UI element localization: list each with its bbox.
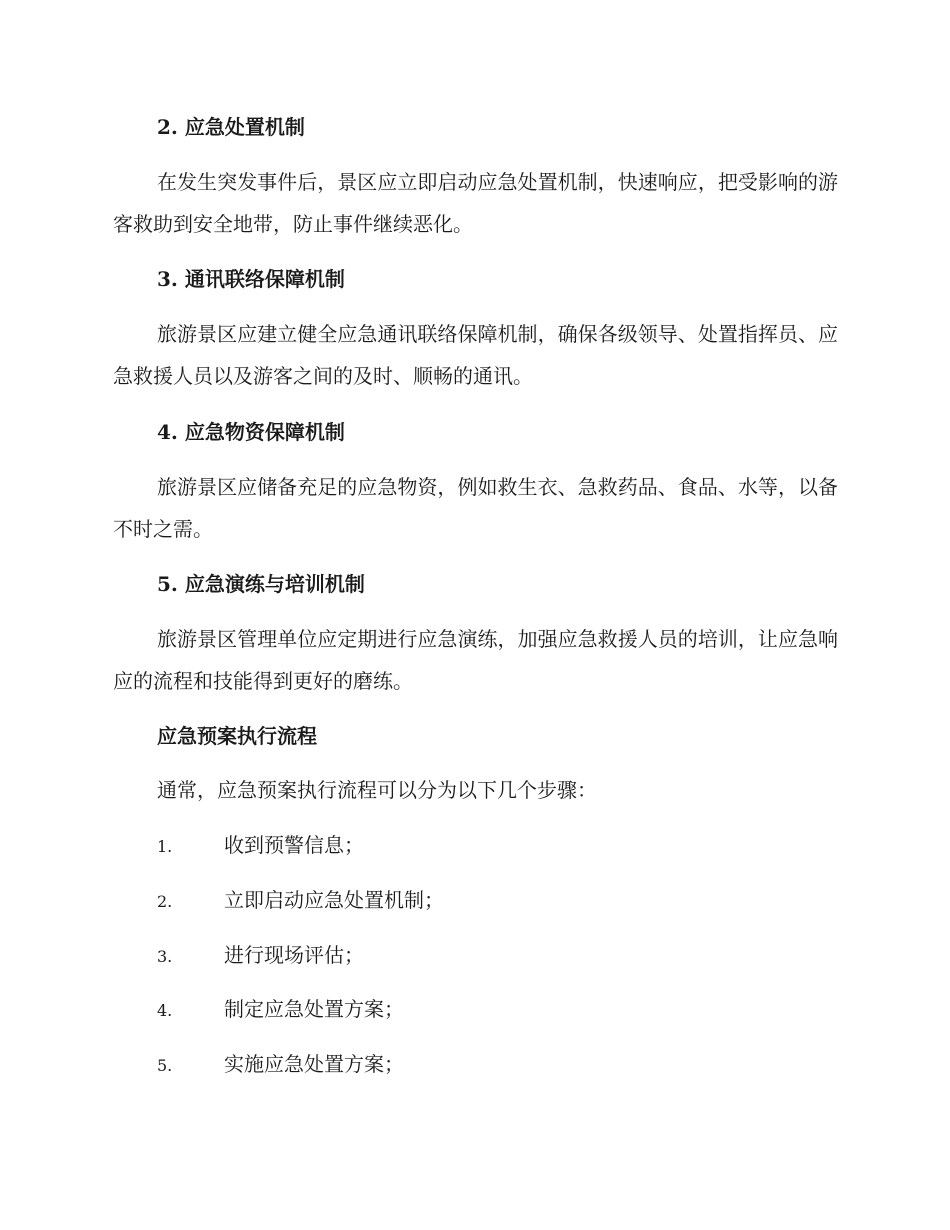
flow-step-text: 进行现场评估； — [224, 943, 364, 967]
flow-intro: 通常，应急预案执行流程可以分为以下几个步骤： — [157, 778, 597, 802]
flow-step-text: 制定应急处置方案； — [224, 997, 404, 1021]
flow-step — [157, 941, 364, 971]
flow-heading: 应急预案执行流程 — [157, 724, 317, 748]
section-body-supplies: 旅游景区应储备充足的应急物资，例如救生衣、急救药品、食品、水等，以备不时之需。 — [113, 475, 838, 541]
flow-step-text: 立即启动应急处置机制； — [224, 888, 444, 912]
flow-step — [157, 1050, 404, 1080]
section-heading-communication: 3. 通讯联络保障机制 — [157, 267, 345, 291]
flow-step — [157, 886, 444, 916]
flow-step-number: 1. — [157, 837, 173, 856]
flow-step-number: 5. — [157, 1056, 173, 1075]
flow-step-number: 2. — [157, 892, 173, 911]
flow-step — [157, 995, 404, 1025]
flow-step — [157, 831, 364, 861]
flow-step-text: 实施应急处置方案； — [224, 1052, 404, 1076]
section-body-drills-training: 旅游景区管理单位应定期进行应急演练，加强应急救援人员的培训，让应急响应的流程和技能得到更好的磨练。 — [113, 627, 838, 693]
section-heading-drills-training: 5. 应急演练与培训机制 — [157, 572, 365, 596]
flow-step-number: 4. — [157, 1001, 173, 1020]
flow-step-text: 收到预警信息； — [224, 833, 364, 857]
section-body-emergency-response: 在发生突发事件后，景区应立即启动应急处置机制，快速响应，把受影响的游客救助到安全地带，防止事件继续恶化。 — [113, 170, 838, 236]
flow-step-number: 3. — [157, 947, 173, 966]
section-body-communication: 旅游景区应建立健全应急通讯联络保障机制，确保各级领导、处置指挥员、应急救援人员以及游客之间的及时、顺畅的通讯。 — [113, 322, 838, 388]
section-heading-supplies: 4. 应急物资保障机制 — [157, 420, 345, 444]
section-heading-emergency-response: 2. 应急处置机制 — [157, 115, 305, 139]
